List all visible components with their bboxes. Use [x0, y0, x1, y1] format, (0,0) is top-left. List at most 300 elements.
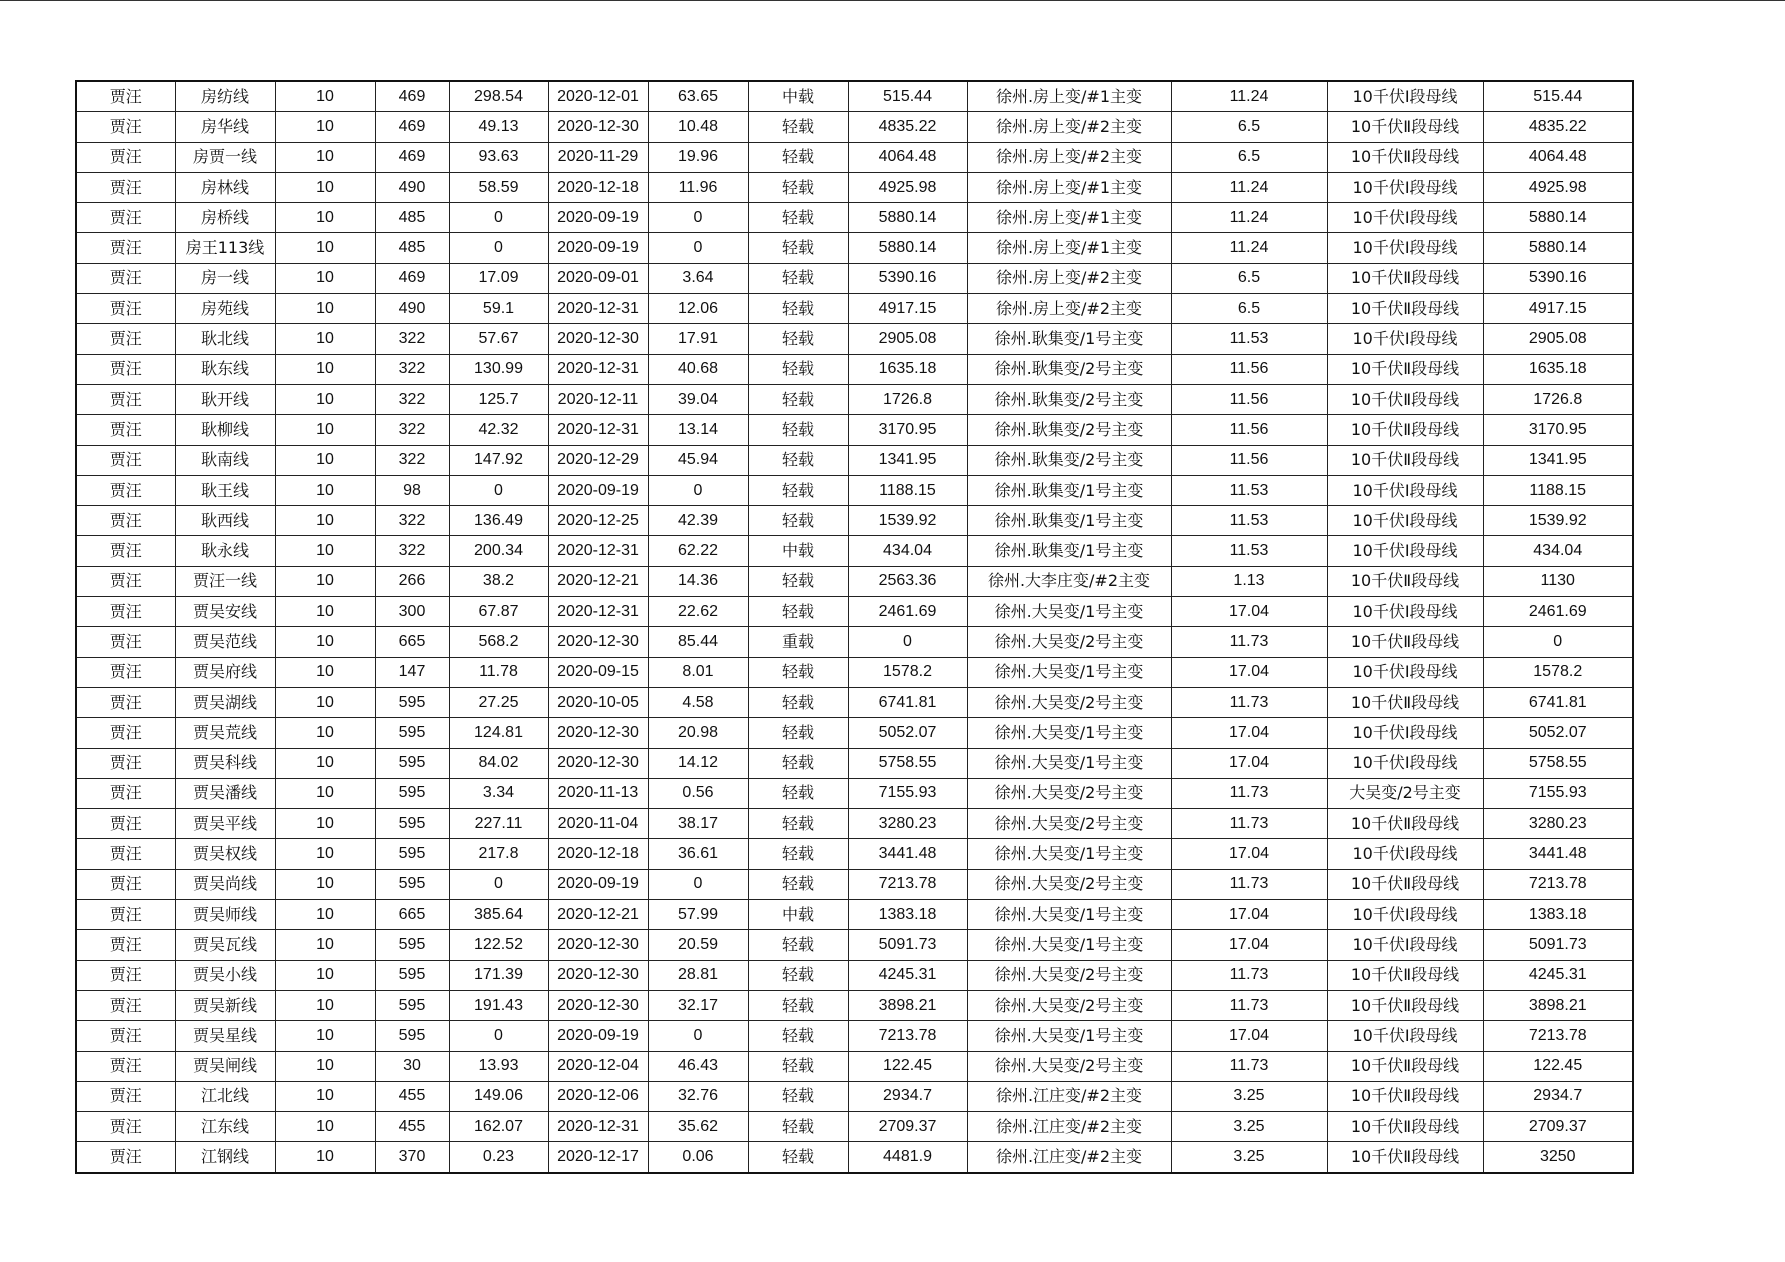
available-capacity-cell: 4835.22 [848, 112, 967, 142]
feeder-name-cell: 贾吴星线 [175, 1021, 275, 1051]
max-load-date-cell: 2020-09-19 [548, 1021, 648, 1051]
max-load-date-cell: 2020-12-30 [548, 748, 648, 778]
source-transformer-cell: 徐州.房上变/#2主变 [967, 294, 1171, 324]
table-row [76, 475, 1633, 505]
voltage-level-cell: 10 [275, 869, 375, 899]
load-rate-cell: 0 [648, 233, 748, 263]
voltage-level-cell: 10 [275, 990, 375, 1020]
max-current-cell: 3.34 [449, 778, 548, 808]
load-status-cell: 轻载 [748, 960, 848, 990]
feeder-name-cell: 房纺线 [175, 81, 275, 112]
voltage-level-cell: 10 [275, 718, 375, 748]
source-transformer-cell: 徐州.房上变/#1主变 [967, 203, 1171, 233]
voltage-level-cell: 10 [275, 597, 375, 627]
open-capacity-cell: 4925.98 [1483, 172, 1633, 202]
transformer-load-cell: 11.24 [1171, 172, 1327, 202]
bus-section-cell: 10千伏Ⅰ段母线 [1327, 475, 1483, 505]
load-status-cell: 轻载 [748, 203, 848, 233]
district-cell: 贾汪 [76, 566, 175, 596]
source-transformer-cell: 徐州.大吴变/2号主变 [967, 960, 1171, 990]
max-load-date-cell: 2020-12-21 [548, 566, 648, 596]
max-current-cell: 0 [449, 1021, 548, 1051]
max-load-date-cell: 2020-12-30 [548, 960, 648, 990]
table-row [76, 748, 1633, 778]
load-rate-cell: 17.91 [648, 324, 748, 354]
available-capacity-cell: 2461.69 [848, 597, 967, 627]
load-status-cell: 轻载 [748, 445, 848, 475]
open-capacity-cell: 4245.31 [1483, 960, 1633, 990]
load-rate-cell: 20.59 [648, 930, 748, 960]
max-current-cell: 568.2 [449, 627, 548, 657]
open-capacity-cell: 5880.14 [1483, 233, 1633, 263]
max-current-cell: 298.54 [449, 81, 548, 112]
source-transformer-cell: 徐州.大吴变/1号主变 [967, 900, 1171, 930]
district-cell: 贾汪 [76, 1112, 175, 1142]
feeder-name-cell: 耿西线 [175, 506, 275, 536]
source-transformer-cell: 徐州.大吴变/1号主变 [967, 1021, 1171, 1051]
load-rate-cell: 11.96 [648, 172, 748, 202]
voltage-level-cell: 10 [275, 687, 375, 717]
load-status-cell: 轻载 [748, 1021, 848, 1051]
source-transformer-cell: 徐州.房上变/#1主变 [967, 233, 1171, 263]
transformer-load-cell: 11.73 [1171, 627, 1327, 657]
table-row [76, 778, 1633, 808]
source-transformer-cell: 徐州.耿集变/1号主变 [967, 324, 1171, 354]
rated-current-cell: 595 [375, 718, 449, 748]
source-transformer-cell: 徐州.房上变/#1主变 [967, 172, 1171, 202]
feeder-name-cell: 耿柳线 [175, 415, 275, 445]
source-transformer-cell: 徐州.大吴变/2号主变 [967, 687, 1171, 717]
load-status-cell: 轻载 [748, 657, 848, 687]
transformer-load-cell: 17.04 [1171, 900, 1327, 930]
feeder-name-cell: 贾吴权线 [175, 839, 275, 869]
load-rate-cell: 4.58 [648, 687, 748, 717]
feeder-name-cell: 贾吴师线 [175, 900, 275, 930]
voltage-level-cell: 10 [275, 1081, 375, 1111]
open-capacity-cell: 122.45 [1483, 1051, 1633, 1081]
available-capacity-cell: 5758.55 [848, 748, 967, 778]
district-cell: 贾汪 [76, 990, 175, 1020]
open-capacity-cell: 5390.16 [1483, 263, 1633, 293]
max-current-cell: 27.25 [449, 687, 548, 717]
table-row [76, 1081, 1633, 1111]
source-transformer-cell: 徐州.耿集变/1号主变 [967, 475, 1171, 505]
max-current-cell: 57.67 [449, 324, 548, 354]
max-load-date-cell: 2020-12-31 [548, 536, 648, 566]
feeder-name-cell: 贾吴闸线 [175, 1051, 275, 1081]
load-status-cell: 轻载 [748, 384, 848, 414]
rated-current-cell: 322 [375, 536, 449, 566]
rated-current-cell: 595 [375, 1021, 449, 1051]
transformer-load-cell: 11.73 [1171, 960, 1327, 990]
max-current-cell: 227.11 [449, 809, 548, 839]
table-row [76, 415, 1633, 445]
max-current-cell: 13.93 [449, 1051, 548, 1081]
max-current-cell: 147.92 [449, 445, 548, 475]
max-current-cell: 0 [449, 233, 548, 263]
available-capacity-cell: 1726.8 [848, 384, 967, 414]
max-current-cell: 136.49 [449, 506, 548, 536]
rated-current-cell: 322 [375, 506, 449, 536]
available-capacity-cell: 5052.07 [848, 718, 967, 748]
transformer-load-cell: 11.53 [1171, 324, 1327, 354]
max-load-date-cell: 2020-12-21 [548, 900, 648, 930]
open-capacity-cell: 2709.37 [1483, 1112, 1633, 1142]
load-status-cell: 轻载 [748, 112, 848, 142]
open-capacity-cell: 3280.23 [1483, 809, 1633, 839]
max-current-cell: 11.78 [449, 657, 548, 687]
load-rate-cell: 32.76 [648, 1081, 748, 1111]
source-transformer-cell: 徐州.耿集变/2号主变 [967, 354, 1171, 384]
open-capacity-cell: 0 [1483, 627, 1633, 657]
available-capacity-cell: 7213.78 [848, 1021, 967, 1051]
table-row [76, 1112, 1633, 1142]
feeder-load-table [75, 80, 1634, 1174]
table-row [76, 384, 1633, 414]
bus-section-cell: 10千伏Ⅰ段母线 [1327, 748, 1483, 778]
load-rate-cell: 10.48 [648, 112, 748, 142]
voltage-level-cell: 10 [275, 930, 375, 960]
feeder-name-cell: 江北线 [175, 1081, 275, 1111]
available-capacity-cell: 5390.16 [848, 263, 967, 293]
table-row [76, 324, 1633, 354]
voltage-level-cell: 10 [275, 748, 375, 778]
district-cell: 贾汪 [76, 203, 175, 233]
source-transformer-cell: 徐州.江庄变/#2主变 [967, 1081, 1171, 1111]
transformer-load-cell: 6.5 [1171, 112, 1327, 142]
available-capacity-cell: 4064.48 [848, 142, 967, 172]
available-capacity-cell: 1635.18 [848, 354, 967, 384]
load-rate-cell: 0 [648, 1021, 748, 1051]
table-row [76, 263, 1633, 293]
district-cell: 贾汪 [76, 384, 175, 414]
load-rate-cell: 3.64 [648, 263, 748, 293]
max-current-cell: 38.2 [449, 566, 548, 596]
rated-current-cell: 595 [375, 809, 449, 839]
source-transformer-cell: 徐州.大吴变/2号主变 [967, 869, 1171, 899]
transformer-load-cell: 11.24 [1171, 203, 1327, 233]
bus-section-cell: 10千伏Ⅰ段母线 [1327, 657, 1483, 687]
open-capacity-cell: 515.44 [1483, 81, 1633, 112]
open-capacity-cell: 5880.14 [1483, 203, 1633, 233]
transformer-load-cell: 6.5 [1171, 263, 1327, 293]
source-transformer-cell: 徐州.房上变/#2主变 [967, 112, 1171, 142]
feeder-name-cell: 贾汪一线 [175, 566, 275, 596]
open-capacity-cell: 3250 [1483, 1142, 1633, 1173]
table-row [76, 809, 1633, 839]
open-capacity-cell: 1341.95 [1483, 445, 1633, 475]
max-load-date-cell: 2020-12-06 [548, 1081, 648, 1111]
district-cell: 贾汪 [76, 475, 175, 505]
table-row [76, 1021, 1633, 1051]
transformer-load-cell: 11.73 [1171, 990, 1327, 1020]
feeder-name-cell: 耿开线 [175, 384, 275, 414]
open-capacity-cell: 3898.21 [1483, 990, 1633, 1020]
voltage-level-cell: 10 [275, 1142, 375, 1173]
load-status-cell: 轻载 [748, 718, 848, 748]
voltage-level-cell: 10 [275, 384, 375, 414]
bus-section-cell: 10千伏Ⅱ段母线 [1327, 1081, 1483, 1111]
rated-current-cell: 469 [375, 263, 449, 293]
load-status-cell: 轻载 [748, 142, 848, 172]
voltage-level-cell: 10 [275, 142, 375, 172]
transformer-load-cell: 11.56 [1171, 384, 1327, 414]
source-transformer-cell: 徐州.耿集变/1号主变 [967, 536, 1171, 566]
bus-section-cell: 10千伏Ⅱ段母线 [1327, 1112, 1483, 1142]
table-row [76, 172, 1633, 202]
voltage-level-cell: 10 [275, 1112, 375, 1142]
load-rate-cell: 22.62 [648, 597, 748, 627]
voltage-level-cell: 10 [275, 1021, 375, 1051]
available-capacity-cell: 1341.95 [848, 445, 967, 475]
district-cell: 贾汪 [76, 748, 175, 778]
table-row [76, 536, 1633, 566]
max-current-cell: 149.06 [449, 1081, 548, 1111]
voltage-level-cell: 10 [275, 324, 375, 354]
source-transformer-cell: 徐州.耿集变/2号主变 [967, 384, 1171, 414]
table-row [76, 354, 1633, 384]
rated-current-cell: 595 [375, 748, 449, 778]
bus-section-cell: 10千伏Ⅰ段母线 [1327, 81, 1483, 112]
voltage-level-cell: 10 [275, 506, 375, 536]
district-cell: 贾汪 [76, 506, 175, 536]
load-rate-cell: 35.62 [648, 1112, 748, 1142]
rated-current-cell: 322 [375, 354, 449, 384]
district-cell: 贾汪 [76, 960, 175, 990]
available-capacity-cell: 4917.15 [848, 294, 967, 324]
open-capacity-cell: 1726.8 [1483, 384, 1633, 414]
transformer-load-cell: 17.04 [1171, 930, 1327, 960]
rated-current-cell: 595 [375, 687, 449, 717]
voltage-level-cell: 10 [275, 900, 375, 930]
feeder-name-cell: 贾吴科线 [175, 748, 275, 778]
max-load-date-cell: 2020-12-31 [548, 597, 648, 627]
open-capacity-cell: 2461.69 [1483, 597, 1633, 627]
feeder-name-cell: 贾吴荒线 [175, 718, 275, 748]
district-cell: 贾汪 [76, 1051, 175, 1081]
load-rate-cell: 85.44 [648, 627, 748, 657]
available-capacity-cell: 4481.9 [848, 1142, 967, 1173]
load-rate-cell: 40.68 [648, 354, 748, 384]
bus-section-cell: 10千伏Ⅰ段母线 [1327, 536, 1483, 566]
district-cell: 贾汪 [76, 1021, 175, 1051]
source-transformer-cell: 徐州.耿集变/2号主变 [967, 415, 1171, 445]
district-cell: 贾汪 [76, 445, 175, 475]
feeder-name-cell: 耿南线 [175, 445, 275, 475]
rated-current-cell: 595 [375, 869, 449, 899]
max-load-date-cell: 2020-12-29 [548, 445, 648, 475]
load-rate-cell: 20.98 [648, 718, 748, 748]
load-rate-cell: 8.01 [648, 657, 748, 687]
bus-section-cell: 10千伏Ⅱ段母线 [1327, 384, 1483, 414]
bus-section-cell: 10千伏Ⅱ段母线 [1327, 990, 1483, 1020]
voltage-level-cell: 10 [275, 233, 375, 263]
bus-section-cell: 10千伏Ⅰ段母线 [1327, 203, 1483, 233]
load-rate-cell: 32.17 [648, 990, 748, 1020]
source-transformer-cell: 徐州.房上变/#2主变 [967, 263, 1171, 293]
max-load-date-cell: 2020-12-30 [548, 990, 648, 1020]
open-capacity-cell: 4835.22 [1483, 112, 1633, 142]
voltage-level-cell: 10 [275, 172, 375, 202]
load-status-cell: 轻载 [748, 1051, 848, 1081]
feeder-name-cell: 江钢线 [175, 1142, 275, 1173]
feeder-name-cell: 贾吴安线 [175, 597, 275, 627]
load-rate-cell: 63.65 [648, 81, 748, 112]
district-cell: 贾汪 [76, 81, 175, 112]
available-capacity-cell: 122.45 [848, 1051, 967, 1081]
open-capacity-cell: 1539.92 [1483, 506, 1633, 536]
district-cell: 贾汪 [76, 1142, 175, 1173]
transformer-load-cell: 17.04 [1171, 1021, 1327, 1051]
max-current-cell: 49.13 [449, 112, 548, 142]
table-row [76, 718, 1633, 748]
rated-current-cell: 490 [375, 294, 449, 324]
load-status-cell: 轻载 [748, 687, 848, 717]
feeder-name-cell: 贾吴府线 [175, 657, 275, 687]
available-capacity-cell: 2709.37 [848, 1112, 967, 1142]
transformer-load-cell: 11.24 [1171, 233, 1327, 263]
feeder-name-cell: 贾吴尚线 [175, 869, 275, 899]
max-current-cell: 0 [449, 475, 548, 505]
load-rate-cell: 0 [648, 869, 748, 899]
feeder-name-cell: 耿北线 [175, 324, 275, 354]
max-load-date-cell: 2020-12-30 [548, 718, 648, 748]
rated-current-cell: 485 [375, 203, 449, 233]
transformer-load-cell: 11.73 [1171, 687, 1327, 717]
load-status-cell: 轻载 [748, 263, 848, 293]
bus-section-cell: 10千伏Ⅱ段母线 [1327, 112, 1483, 142]
source-transformer-cell: 徐州.房上变/#2主变 [967, 142, 1171, 172]
source-transformer-cell: 徐州.大吴变/1号主变 [967, 839, 1171, 869]
feeder-name-cell: 江东线 [175, 1112, 275, 1142]
load-status-cell: 轻载 [748, 294, 848, 324]
max-load-date-cell: 2020-12-30 [548, 930, 648, 960]
rated-current-cell: 490 [375, 172, 449, 202]
voltage-level-cell: 10 [275, 203, 375, 233]
district-cell: 贾汪 [76, 718, 175, 748]
bus-section-cell: 10千伏Ⅱ段母线 [1327, 415, 1483, 445]
voltage-level-cell: 10 [275, 263, 375, 293]
rated-current-cell: 30 [375, 1051, 449, 1081]
max-current-cell: 67.87 [449, 597, 548, 627]
transformer-load-cell: 11.53 [1171, 475, 1327, 505]
available-capacity-cell: 1383.18 [848, 900, 967, 930]
rated-current-cell: 595 [375, 930, 449, 960]
open-capacity-cell: 6741.81 [1483, 687, 1633, 717]
table-row [76, 930, 1633, 960]
open-capacity-cell: 3441.48 [1483, 839, 1633, 869]
load-rate-cell: 14.36 [648, 566, 748, 596]
max-current-cell: 0 [449, 869, 548, 899]
transformer-load-cell: 17.04 [1171, 839, 1327, 869]
rated-current-cell: 595 [375, 778, 449, 808]
available-capacity-cell: 4245.31 [848, 960, 967, 990]
transformer-load-cell: 17.04 [1171, 748, 1327, 778]
feeder-name-cell: 耿东线 [175, 354, 275, 384]
load-rate-cell: 14.12 [648, 748, 748, 778]
district-cell: 贾汪 [76, 1081, 175, 1111]
max-current-cell: 59.1 [449, 294, 548, 324]
table-row [76, 112, 1633, 142]
available-capacity-cell: 4925.98 [848, 172, 967, 202]
available-capacity-cell: 2563.36 [848, 566, 967, 596]
available-capacity-cell: 5880.14 [848, 233, 967, 263]
available-capacity-cell: 515.44 [848, 81, 967, 112]
load-status-cell: 重载 [748, 627, 848, 657]
voltage-level-cell: 10 [275, 1051, 375, 1081]
bus-section-cell: 10千伏Ⅱ段母线 [1327, 1051, 1483, 1081]
available-capacity-cell: 5091.73 [848, 930, 967, 960]
available-capacity-cell: 0 [848, 627, 967, 657]
max-load-date-cell: 2020-09-01 [548, 263, 648, 293]
load-status-cell: 轻载 [748, 839, 848, 869]
open-capacity-cell: 1578.2 [1483, 657, 1633, 687]
feeder-name-cell: 贾吴湖线 [175, 687, 275, 717]
bus-section-cell: 10千伏Ⅱ段母线 [1327, 687, 1483, 717]
load-status-cell: 轻载 [748, 1112, 848, 1142]
load-rate-cell: 39.04 [648, 384, 748, 414]
max-load-date-cell: 2020-09-19 [548, 233, 648, 263]
max-current-cell: 385.64 [449, 900, 548, 930]
district-cell: 贾汪 [76, 778, 175, 808]
feeder-name-cell: 贾吴平线 [175, 809, 275, 839]
open-capacity-cell: 4917.15 [1483, 294, 1633, 324]
table-row [76, 597, 1633, 627]
bus-section-cell: 10千伏Ⅱ段母线 [1327, 869, 1483, 899]
load-status-cell: 轻载 [748, 324, 848, 354]
max-load-date-cell: 2020-09-19 [548, 475, 648, 505]
max-current-cell: 200.34 [449, 536, 548, 566]
table-row [76, 869, 1633, 899]
district-cell: 贾汪 [76, 324, 175, 354]
source-transformer-cell: 徐州.耿集变/1号主变 [967, 506, 1171, 536]
feeder-name-cell: 贾吴瓦线 [175, 930, 275, 960]
load-rate-cell: 38.17 [648, 809, 748, 839]
district-cell: 贾汪 [76, 597, 175, 627]
transformer-load-cell: 17.04 [1171, 718, 1327, 748]
load-status-cell: 轻载 [748, 506, 848, 536]
source-transformer-cell: 徐州.大吴变/1号主变 [967, 718, 1171, 748]
max-current-cell: 162.07 [449, 1112, 548, 1142]
open-capacity-cell: 7155.93 [1483, 778, 1633, 808]
load-rate-cell: 28.81 [648, 960, 748, 990]
max-load-date-cell: 2020-12-30 [548, 112, 648, 142]
district-cell: 贾汪 [76, 112, 175, 142]
district-cell: 贾汪 [76, 536, 175, 566]
max-current-cell: 217.8 [449, 839, 548, 869]
open-capacity-cell: 2934.7 [1483, 1081, 1633, 1111]
open-capacity-cell: 7213.78 [1483, 869, 1633, 899]
table-row [76, 990, 1633, 1020]
district-cell: 贾汪 [76, 627, 175, 657]
voltage-level-cell: 10 [275, 112, 375, 142]
available-capacity-cell: 2905.08 [848, 324, 967, 354]
district-cell: 贾汪 [76, 839, 175, 869]
load-status-cell: 轻载 [748, 809, 848, 839]
open-capacity-cell: 7213.78 [1483, 1021, 1633, 1051]
district-cell: 贾汪 [76, 930, 175, 960]
max-load-date-cell: 2020-09-19 [548, 869, 648, 899]
table-row [76, 839, 1633, 869]
district-cell: 贾汪 [76, 869, 175, 899]
table-row [76, 687, 1633, 717]
max-current-cell: 124.81 [449, 718, 548, 748]
max-current-cell: 84.02 [449, 748, 548, 778]
max-current-cell: 17.09 [449, 263, 548, 293]
transformer-load-cell: 6.5 [1171, 294, 1327, 324]
load-status-cell: 轻载 [748, 930, 848, 960]
source-transformer-cell: 徐州.房上变/#1主变 [967, 81, 1171, 112]
